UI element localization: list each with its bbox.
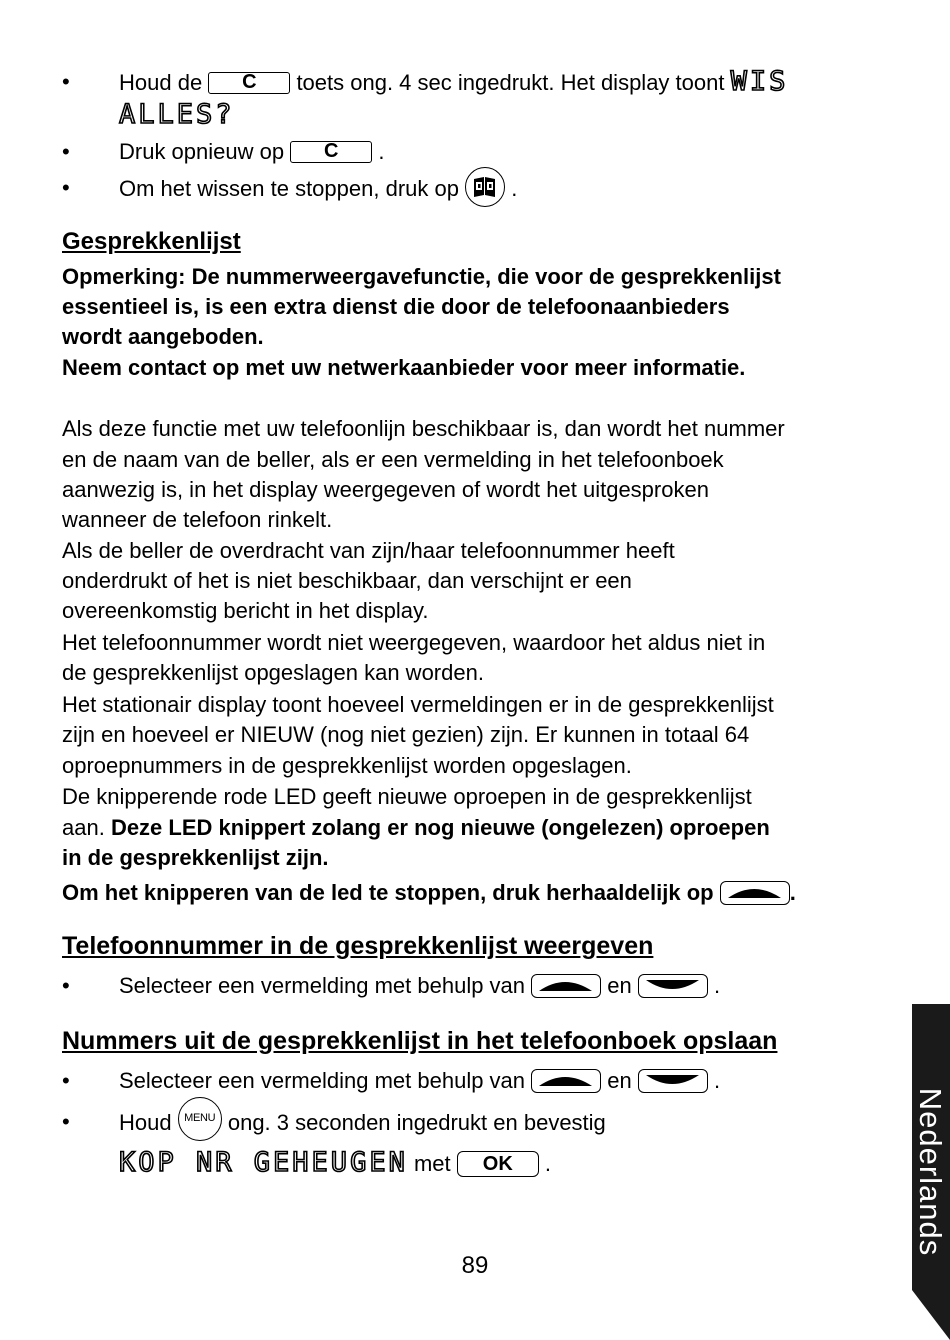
instruction-text: . — [511, 175, 518, 201]
instruction-text: Selecteer een vermelding met behulp van — [119, 1068, 526, 1093]
body-line: overeenkomstig bericht in het display. — [62, 598, 429, 623]
section-heading-call-list: Gesprekkenlijst — [62, 228, 241, 255]
up-arrow-key-icon — [531, 974, 601, 998]
bullet-mark: • — [62, 1068, 70, 1093]
led-stop-line — [62, 878, 796, 908]
body-line: zijn en hoeveel er NIEUW (nog niet gezien) zijn. Er kunnen in totaal 64 — [62, 722, 750, 747]
body-line: onderdrukt of het is niet beschikbaar, dan verschijnt er een — [62, 568, 632, 593]
body-line-mixed — [62, 813, 770, 843]
instruction-select-entry — [119, 1066, 720, 1096]
body-line: de gesprekkenlijst opgeslagen kan worden. — [62, 660, 484, 685]
phonebook-button-icon — [465, 167, 505, 207]
instruction-text: Houd de — [119, 70, 203, 95]
phonebook-glyph-icon — [466, 168, 503, 205]
body-line: Het telefoonnummer wordt niet weergegeven, waardoor het aldus niet in — [62, 630, 766, 655]
body-line-bold: in de gesprekkenlijst zijn. — [62, 845, 329, 870]
body-line: De knipperende rode LED geeft nieuwe oproepen in de gesprekkenlijst — [62, 784, 752, 809]
end-text: . — [714, 1068, 721, 1093]
instruction-confirm — [119, 1148, 551, 1179]
lcd-text-alles: ALLES? — [119, 99, 235, 130]
body-line: Als deze functie met uw telefoonlijn beschikbaar is, dan wordt het nummer — [62, 416, 785, 441]
down-arrow-key-icon — [638, 1069, 708, 1093]
body-line: wanneer de telefoon rinkelt. — [62, 507, 333, 532]
lcd-text-wis: WIS — [730, 66, 789, 97]
body-line: Het stationair display toont hoeveel vermeldingen er in de gesprekkenlijst — [62, 692, 774, 717]
end-text: . — [714, 973, 721, 998]
note-line: essentieel is, is een extra dienst die door de telefoonaanbieders — [62, 294, 730, 319]
body-text: aan. — [62, 815, 111, 840]
c-key-icon: C — [290, 141, 372, 163]
language-tab-label: Nederlands — [913, 1087, 948, 1257]
section-heading-save-numbers: Nummers uit de gesprekkenlijst in het telefoonboek opslaan — [62, 1027, 778, 1055]
note-line: Neem contact op met uw netwerkaanbieder voor meer informatie. — [62, 355, 746, 380]
body-line: Als de beller de overdracht van zijn/haar telefoonnummer heeft — [62, 538, 675, 563]
ok-key-icon: OK — [457, 1151, 539, 1177]
instruction-select-entry — [119, 971, 720, 1001]
lcd-text-kop-nr-geheugen: KOP NR GEHEUGEN — [119, 1147, 408, 1178]
c-key-icon: C — [208, 72, 290, 94]
note-line: wordt aangeboden. — [62, 324, 264, 349]
bullet-mark: • — [62, 139, 70, 164]
instruction-hold-c — [119, 67, 788, 98]
up-arrow-key-icon — [531, 1069, 601, 1093]
instruction-text: Selecteer een vermelding met behulp van — [119, 973, 526, 998]
instruction-stop-delete — [119, 173, 517, 207]
lcd-line-alles — [119, 100, 235, 131]
instruction-text: Houd — [119, 1109, 172, 1135]
instruction-text: ong. 3 seconden ingedrukt en bevestig — [227, 1109, 606, 1135]
instruction-hold-menu — [119, 1107, 606, 1141]
led-stop-text: Om het knipperen van de led te stoppen, druk herhaaldelijk op — [62, 880, 714, 905]
body-line: oproepnummers in de gesprekkenlijst worden opgeslagen. — [62, 753, 632, 778]
and-text: en — [607, 1068, 632, 1093]
instruction-text: . — [378, 139, 385, 164]
met-text: met — [413, 1151, 451, 1176]
bullet-mark: • — [62, 1109, 70, 1134]
section-heading-show-number: Telefoonnummer in de gesprekkenlijst weergeven — [62, 932, 654, 960]
body-text-bold: Deze LED knippert zolang er nog nieuwe (ongelezen) oproepen — [110, 815, 770, 840]
instruction-text: toets ong. 4 sec ingedrukt. Het display toont — [296, 70, 725, 95]
up-arrow-key-icon — [720, 881, 790, 905]
body-line: aanwezig is, in het display weergegeven of wordt het uitgesproken — [62, 477, 709, 502]
page-number: 89 — [461, 1252, 489, 1279]
end-text: . — [544, 1151, 552, 1176]
and-text: en — [607, 973, 632, 998]
bullet-mark: • — [62, 175, 70, 200]
led-stop-end: . — [789, 880, 796, 905]
note-line: Opmerking: De nummerweergavefunctie, die voor de gesprekkenlijst — [62, 264, 781, 289]
down-arrow-key-icon — [638, 974, 708, 998]
body-line: en de naam van de beller, als er een vermelding in het telefoonboek — [62, 447, 724, 472]
instruction-text: Om het wissen te stoppen, druk op — [119, 175, 459, 201]
menu-button-icon: MENU — [178, 1097, 222, 1141]
bullet-mark: • — [62, 973, 70, 998]
instruction-text: Druk opnieuw op — [119, 139, 285, 164]
instruction-press-c-again — [119, 137, 384, 167]
bullet-mark: • — [62, 69, 70, 94]
